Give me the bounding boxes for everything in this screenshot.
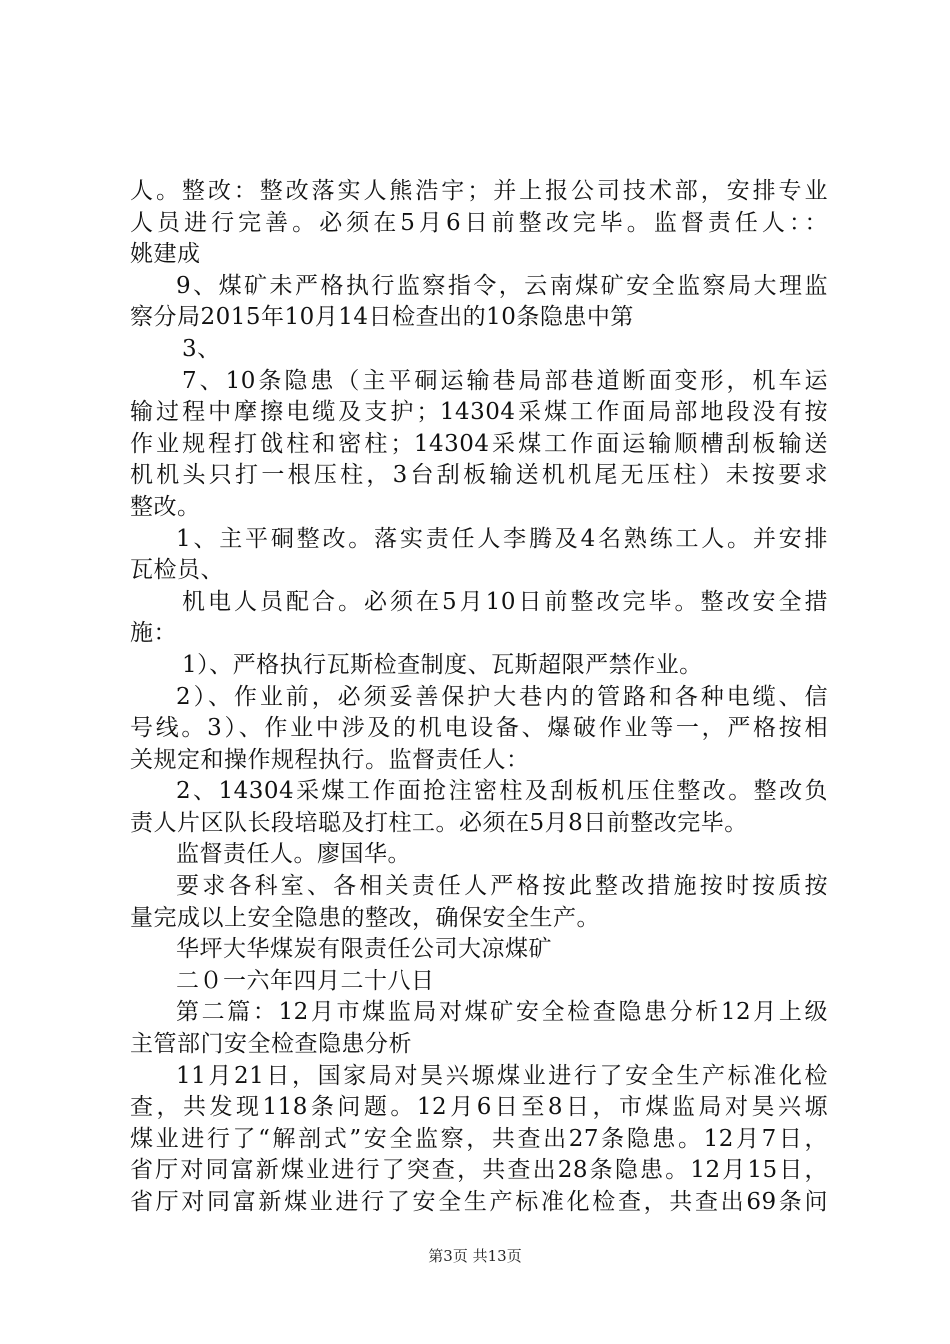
paragraph-line: 第二篇：12月市煤监局对煤矿安全检查隐患分析12月上级 <box>176 999 828 1026</box>
paragraph-line: 要求各科室、各相关责任人严格按此整改措施按时按质按 <box>176 873 828 900</box>
paragraph-line: 监督责任人。廖国华。 <box>176 841 411 868</box>
paragraph-line: 关规定和操作规程执行。监督责任人： <box>130 746 530 773</box>
paragraph-line: 人。整改：整改落实人熊浩宇；并上报公司技术部，安排专业 <box>130 178 828 204</box>
paragraph-line: 2）、作业前，必须妥善保护大巷内的管路和各种电缆、信 <box>176 683 828 710</box>
paragraph-line: 量完成以上安全隐患的整改，确保安全生产。 <box>130 904 600 931</box>
paragraph-line: 1、主平硐整改。落实责任人李腾及4名熟练工人。并安排 <box>176 525 828 552</box>
paragraph-line: 9、煤矿未严格执行监察指令，云南煤矿安全监察局大理监 <box>176 272 828 299</box>
paragraph-line: 察分局2015年10月14日检查出的10条隐患中第 <box>130 304 634 331</box>
paragraph-line: 煤业进行了“解剖式”安全监察，共查出27条隐患。12月7日， <box>130 1125 828 1152</box>
paragraph-line: 责人片区队长段培聪及打柱工。必须在5月8日前整改完毕。 <box>130 809 748 836</box>
paragraph-line: 华坪大华煤炭有限责任公司大凉煤矿 <box>176 936 552 963</box>
paragraph-line: 机电人员配合。必须在5月10日前整改完毕。整改安全措 <box>182 588 828 615</box>
paragraph-line: 省厅对同富新煤业进行了突查，共查出28条隐患。12月15日， <box>130 1157 828 1184</box>
paragraph-line: 二０一六年四月二十八日 <box>176 967 435 994</box>
paragraph-line: 输过程中摩擦电缆及支护；14304采煤工作面局部地段没有按 <box>130 399 828 426</box>
paragraph-line: 查，共发现118条问题。12月6日至8日，市煤监局对昊兴塬 <box>130 1094 828 1121</box>
paragraph-line: 1）、严格执行瓦斯检查制度、瓦斯超限严禁作业。 <box>182 651 703 678</box>
paragraph-line: 7、10条隐患（主平硐运输巷局部巷道断面变形，机车运 <box>182 367 828 394</box>
paragraph-line: 作业规程打戗柱和密柱；14304采煤工作面运输顺槽刮板输送 <box>130 430 828 457</box>
paragraph-line: 号线。3）、作业中涉及的机电设备、爆破作业等一，严格按相 <box>130 715 828 742</box>
paragraph-line: 主管部门安全检查隐患分析 <box>130 1031 412 1058</box>
paragraph-line: 省厅对同富新煤业进行了安全生产标准化检查，共查出69条问 <box>130 1189 828 1215</box>
paragraph-line: 瓦检员、 <box>130 557 224 584</box>
paragraph-line: 2、14304采煤工作面抢注密柱及刮板机压住整改。整改负 <box>176 778 828 805</box>
paragraph-line: 11月21日，国家局对昊兴塬煤业进行了安全生产标准化检 <box>176 1062 828 1089</box>
body-text <box>130 176 828 1219</box>
paragraph-line: 整改。 <box>130 493 201 520</box>
paragraph-line: 3、 <box>182 335 221 362</box>
paragraph-line: 人员进行完善。必须在5月6日前整改完毕。监督责任人：： <box>130 209 828 236</box>
page-footer: 第3页 共13页 <box>428 1247 522 1265</box>
paragraph-line: 姚建成 <box>130 241 201 268</box>
paragraph-line: 施： <box>130 620 177 647</box>
paragraph-line: 机机头只打一根压柱，3台刮板输送机机尾无压柱）未按要求 <box>130 462 828 489</box>
